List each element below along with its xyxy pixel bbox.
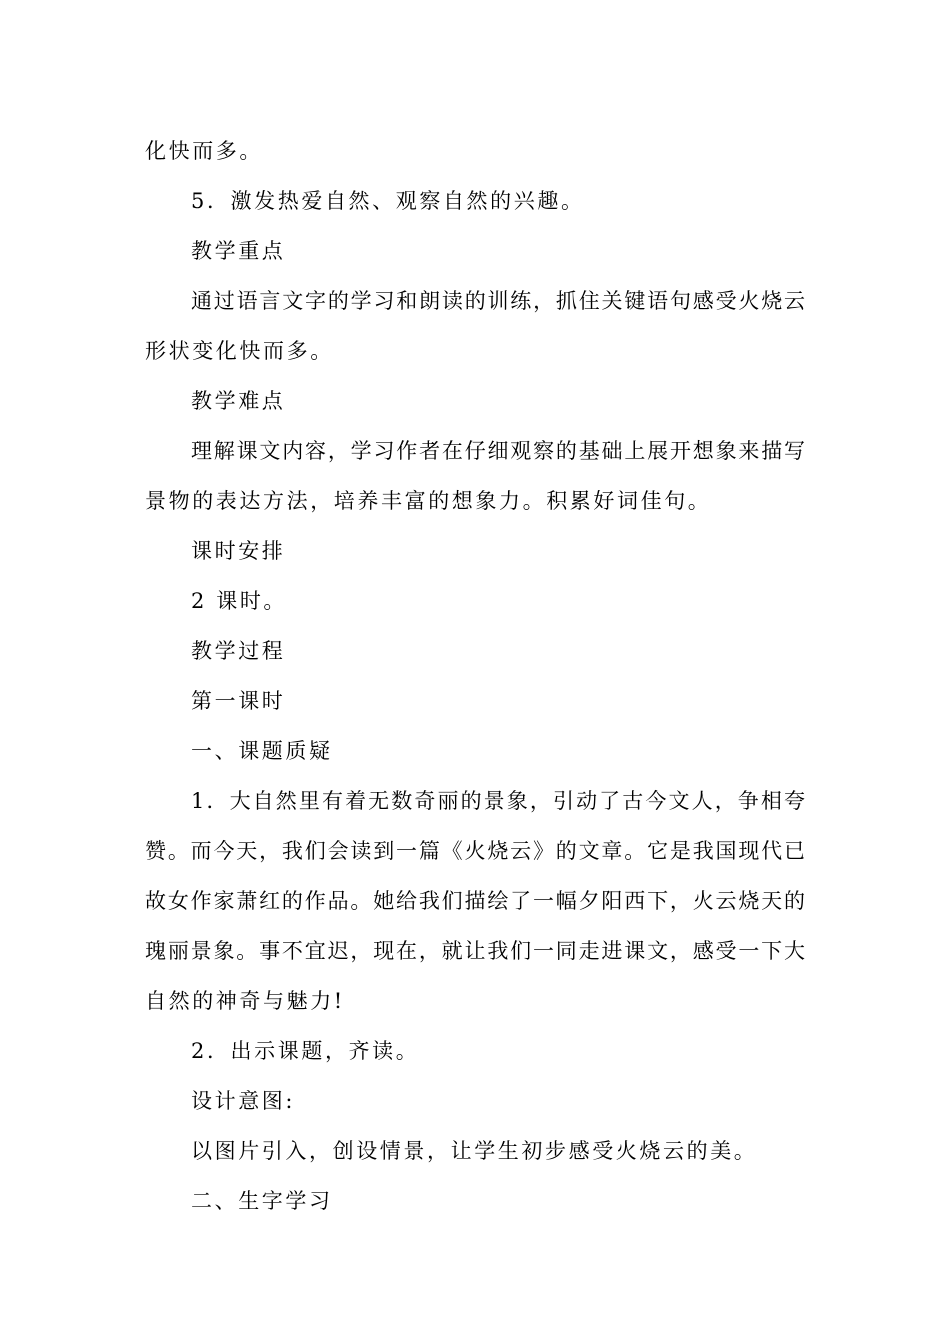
paragraph-line: 以图片引入，创设情景，让学生初步感受火烧云的美。 (191, 1139, 758, 1163)
section-heading-part-1: 一、课题质疑 (191, 739, 333, 763)
paragraph-line: 化快而多。 (145, 139, 263, 163)
paragraph-line: 赞。而今天，我们会读到一篇《火烧云》的文章。它是我国现代已 (145, 839, 805, 863)
list-item-2: 2．出示课题，齐读。 (191, 1039, 420, 1063)
section-heading-first-lesson: 第一课时 (191, 689, 286, 713)
section-heading-part-2: 二、生字学习 (191, 1189, 333, 1213)
paragraph-line: 故女作家萧红的作品。她给我们描绘了一幅夕阳西下，火云烧天的 (145, 889, 805, 913)
paragraph-line: 自然的神奇与魅力! (145, 989, 345, 1013)
section-heading-difficulties: 教学难点 (191, 389, 286, 413)
section-heading-process: 教学过程 (191, 639, 286, 663)
paragraph-line: 理解课文内容，学习作者在仔细观察的基础上展开想象来描写 (191, 439, 805, 463)
paragraph-line: 景物的表达方法，培养丰富的想象力。积累好词佳句。 (145, 489, 712, 513)
list-item-5: 5．激发热爱自然、观察自然的兴趣。 (191, 189, 585, 213)
list-item-1: 1．大自然里有着无数奇丽的景象，引动了古今文人，争相夸 (191, 789, 805, 813)
paragraph-line: 2 课时。 (191, 589, 288, 613)
paragraph-line: 通过语言文字的学习和朗读的训练，抓住关键语句感受火烧云 (191, 289, 805, 313)
section-heading-design-intent: 设计意图: (191, 1089, 296, 1113)
section-heading-schedule: 课时安排 (191, 539, 286, 563)
section-heading-key-points: 教学重点 (191, 239, 286, 263)
paragraph-line: 形状变化快而多。 (145, 339, 334, 363)
paragraph-line: 瑰丽景象。事不宜迟，现在，就让我们一同走进课文，感受一下大 (145, 939, 805, 963)
